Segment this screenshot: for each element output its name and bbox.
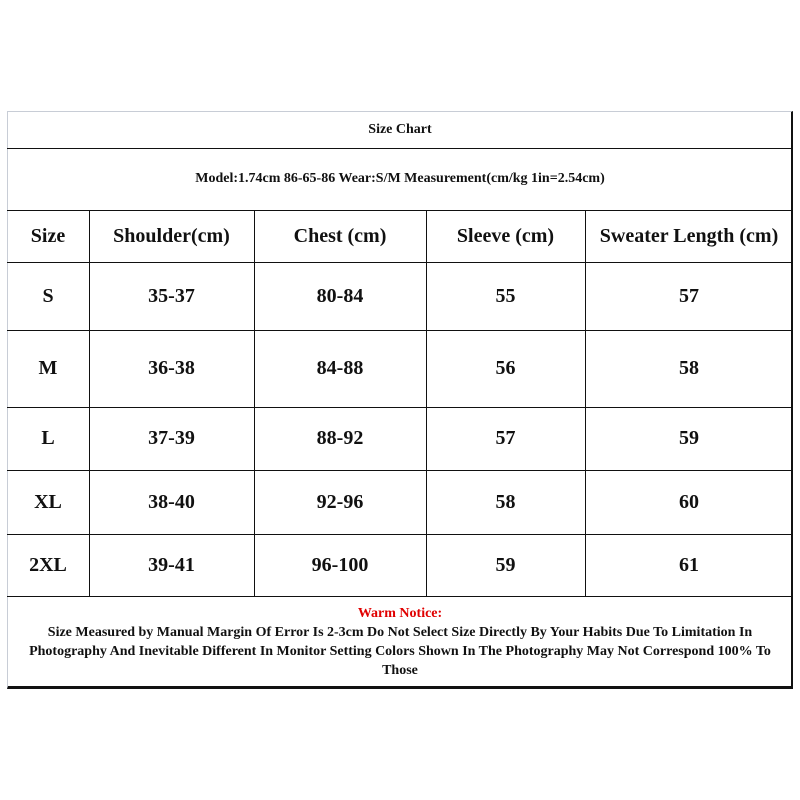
cell-sleeve: 59	[495, 553, 516, 576]
cell-shoulder: 39-41	[148, 553, 195, 576]
model-info: Model:1.74cm 86-65-86 Wear:S/M Measurement(cm/kg 1in=2.54cm)	[195, 171, 605, 186]
cell-sweater-length: 60	[679, 490, 699, 513]
cell-sweater-length: 57	[679, 284, 699, 307]
cell-sleeve: 58	[495, 490, 516, 513]
header-sleeve: Sleeve (cm)	[456, 224, 555, 247]
cell-shoulder: 36-38	[148, 357, 195, 379]
notice-body: Size Measured by Manual Margin Of Error Is 2-3cm Do Not Select Size Directly By Your Habits Due To Limitation In Photography And Inevitable Different In Monitor Setting Colors Shown In The Photography May Not Correspond 100% To Those	[29, 625, 771, 678]
cell-size: S	[42, 284, 54, 307]
header-sweater-length: Sweater Length (cm)	[599, 224, 779, 247]
cell-sweater-length: 59	[679, 427, 699, 449]
cell-sweater-length: 58	[679, 357, 699, 379]
cell-chest: 88-92	[316, 427, 364, 449]
cell-chest: 92-96	[316, 490, 364, 513]
divider	[7, 596, 793, 597]
header-shoulder: Shoulder(cm)	[113, 224, 230, 247]
cell-size: L	[41, 427, 55, 449]
cell-size: XL	[34, 490, 62, 513]
cell-shoulder: 35-37	[148, 284, 195, 307]
header-size: Size	[30, 224, 66, 247]
cell-size: M	[38, 357, 58, 379]
cell-sleeve: 56	[495, 357, 516, 379]
chart-title: Size Chart	[368, 121, 432, 137]
cell-size: 2XL	[29, 553, 67, 576]
cell-sleeve: 55	[495, 284, 516, 307]
cell-sweater-length: 61	[679, 553, 699, 576]
warm-notice	[10, 604, 790, 680]
cell-shoulder: 38-40	[148, 490, 195, 513]
cell-shoulder: 37-39	[148, 427, 195, 449]
cell-chest: 80-84	[316, 284, 364, 307]
cell-chest: 84-88	[316, 357, 364, 379]
cell-chest: 96-100	[311, 553, 369, 576]
notice-heading: Warm Notice:	[357, 606, 443, 621]
header-chest: Chest (cm)	[293, 224, 387, 247]
cell-sleeve: 57	[495, 427, 516, 449]
